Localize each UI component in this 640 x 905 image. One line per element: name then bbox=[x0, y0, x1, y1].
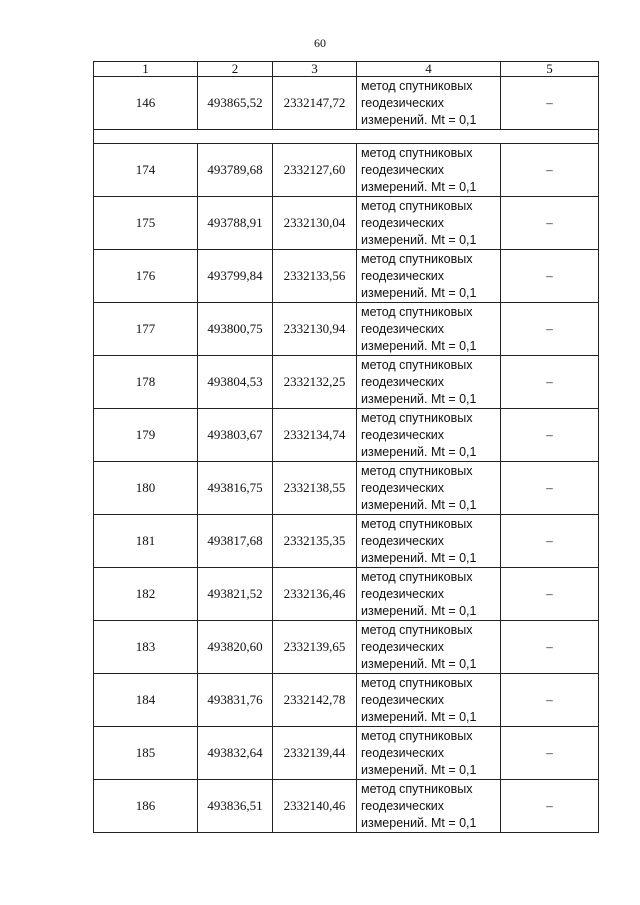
note-cell: – bbox=[501, 409, 599, 462]
point-number-cell: 177 bbox=[94, 303, 198, 356]
method-line: измерений. Mt = 0,1 bbox=[361, 603, 477, 618]
y-coordinate-cell: 2332132,25 bbox=[273, 356, 357, 409]
method-cell bbox=[357, 303, 501, 356]
method-line: измерений. Mt = 0,1 bbox=[361, 656, 477, 671]
note-cell: – bbox=[501, 462, 599, 515]
header-cell-1: 1 bbox=[94, 62, 198, 77]
method-line: геодезических bbox=[361, 639, 445, 654]
y-coordinate-cell: 2332130,94 bbox=[273, 303, 357, 356]
header-cell-3: 3 bbox=[273, 62, 357, 77]
method-cell bbox=[357, 197, 501, 250]
method-line: измерений. Mt = 0,1 bbox=[361, 762, 477, 777]
x-coordinate-cell: 493821,52 bbox=[198, 568, 273, 621]
table-row bbox=[94, 250, 599, 303]
method-line: измерений. Mt = 0,1 bbox=[361, 179, 477, 194]
header-cell-5: 5 bbox=[501, 62, 599, 77]
y-coordinate-cell: 2332139,44 bbox=[273, 727, 357, 780]
method-cell bbox=[357, 409, 501, 462]
x-coordinate-cell: 493820,60 bbox=[198, 621, 273, 674]
method-line: метод спутниковых bbox=[361, 728, 473, 743]
x-coordinate-cell: 493836,51 bbox=[198, 780, 273, 833]
note-cell: – bbox=[501, 144, 599, 197]
method-line: геодезических bbox=[361, 427, 445, 442]
header-cell-2: 2 bbox=[198, 62, 273, 77]
method-cell bbox=[357, 515, 501, 568]
method-cell bbox=[357, 674, 501, 727]
method-line: геодезических bbox=[361, 745, 445, 760]
x-coordinate-cell: 493865,52 bbox=[198, 77, 273, 130]
y-coordinate-cell: 2332147,72 bbox=[273, 77, 357, 130]
point-number-cell: 185 bbox=[94, 727, 198, 780]
table-row bbox=[94, 515, 599, 568]
table-row bbox=[94, 144, 599, 197]
method-line: метод спутниковых bbox=[361, 357, 473, 372]
point-number-cell: 174 bbox=[94, 144, 198, 197]
y-coordinate-cell: 2332127,60 bbox=[273, 144, 357, 197]
table-row bbox=[94, 727, 599, 780]
method-cell bbox=[357, 621, 501, 674]
method-cell bbox=[357, 356, 501, 409]
point-number-cell: 186 bbox=[94, 780, 198, 833]
x-coordinate-cell: 493803,67 bbox=[198, 409, 273, 462]
method-line: метод спутниковых bbox=[361, 78, 473, 93]
method-line: метод спутниковых bbox=[361, 675, 473, 690]
method-line: метод спутниковых bbox=[361, 463, 473, 478]
point-number-cell: 180 bbox=[94, 462, 198, 515]
method-line: измерений. Mt = 0,1 bbox=[361, 112, 477, 127]
point-number-cell: 146 bbox=[94, 77, 198, 130]
method-line: геодезических bbox=[361, 95, 445, 110]
y-coordinate-cell: 2332142,78 bbox=[273, 674, 357, 727]
point-number-cell: 175 bbox=[94, 197, 198, 250]
coordinates-table bbox=[93, 61, 599, 833]
y-coordinate-cell: 2332138,55 bbox=[273, 462, 357, 515]
method-line: измерений. Mt = 0,1 bbox=[361, 338, 477, 353]
table-row bbox=[94, 780, 599, 833]
method-cell bbox=[357, 462, 501, 515]
x-coordinate-cell: 493789,68 bbox=[198, 144, 273, 197]
method-line: измерений. Mt = 0,1 bbox=[361, 709, 477, 724]
method-cell bbox=[357, 250, 501, 303]
point-number-cell: 183 bbox=[94, 621, 198, 674]
method-line: измерений. Mt = 0,1 bbox=[361, 391, 477, 406]
method-line: геодезических bbox=[361, 798, 445, 813]
method-line: измерений. Mt = 0,1 bbox=[361, 550, 477, 565]
method-line: измерений. Mt = 0,1 bbox=[361, 497, 477, 512]
x-coordinate-cell: 493800,75 bbox=[198, 303, 273, 356]
point-number-cell: 182 bbox=[94, 568, 198, 621]
method-line: метод спутниковых bbox=[361, 251, 473, 266]
y-coordinate-cell: 2332139,65 bbox=[273, 621, 357, 674]
point-number-cell: 184 bbox=[94, 674, 198, 727]
note-cell: – bbox=[501, 568, 599, 621]
method-line: метод спутниковых bbox=[361, 410, 473, 425]
note-cell: – bbox=[501, 727, 599, 780]
table-row bbox=[94, 409, 599, 462]
method-line: метод спутниковых bbox=[361, 145, 473, 160]
y-coordinate-cell: 2332140,46 bbox=[273, 780, 357, 833]
method-line: геодезических bbox=[361, 268, 445, 283]
method-line: измерений. Mt = 0,1 bbox=[361, 285, 477, 300]
point-number-cell: 181 bbox=[94, 515, 198, 568]
method-line: геодезических bbox=[361, 321, 445, 336]
method-line: измерений. Mt = 0,1 bbox=[361, 444, 477, 459]
method-cell bbox=[357, 568, 501, 621]
method-line: измерений. Mt = 0,1 bbox=[361, 232, 477, 247]
table-row bbox=[94, 197, 599, 250]
method-cell bbox=[357, 77, 501, 130]
method-line: геодезических bbox=[361, 586, 445, 601]
table-row bbox=[94, 303, 599, 356]
y-coordinate-cell: 2332135,35 bbox=[273, 515, 357, 568]
table-row bbox=[94, 77, 599, 130]
method-line: метод спутниковых bbox=[361, 569, 473, 584]
method-line: геодезических bbox=[361, 533, 445, 548]
method-line: метод спутниковых bbox=[361, 516, 473, 531]
method-line: метод спутниковых bbox=[361, 198, 473, 213]
note-cell: – bbox=[501, 77, 599, 130]
table-header-row bbox=[94, 62, 599, 77]
table-row bbox=[94, 462, 599, 515]
note-cell: – bbox=[501, 356, 599, 409]
table-row bbox=[94, 356, 599, 409]
note-cell: – bbox=[501, 780, 599, 833]
y-coordinate-cell: 2332134,74 bbox=[273, 409, 357, 462]
note-cell: – bbox=[501, 197, 599, 250]
note-cell: – bbox=[501, 250, 599, 303]
y-coordinate-cell: 2332136,46 bbox=[273, 568, 357, 621]
note-cell: – bbox=[501, 621, 599, 674]
method-cell bbox=[357, 144, 501, 197]
method-line: геодезических bbox=[361, 162, 445, 177]
x-coordinate-cell: 493788,91 bbox=[198, 197, 273, 250]
note-cell: – bbox=[501, 515, 599, 568]
method-line: метод спутниковых bbox=[361, 781, 473, 796]
method-line: метод спутниковых bbox=[361, 622, 473, 637]
y-coordinate-cell: 2332133,56 bbox=[273, 250, 357, 303]
header-cell-4: 4 bbox=[357, 62, 501, 77]
x-coordinate-cell: 493816,75 bbox=[198, 462, 273, 515]
point-number-cell: 176 bbox=[94, 250, 198, 303]
y-coordinate-cell: 2332130,04 bbox=[273, 197, 357, 250]
method-line: геодезических bbox=[361, 692, 445, 707]
page-number: 60 bbox=[314, 36, 326, 50]
point-number-cell: 178 bbox=[94, 356, 198, 409]
method-line: метод спутниковых bbox=[361, 304, 473, 319]
table-gap-row bbox=[94, 130, 599, 144]
point-number-cell: 179 bbox=[94, 409, 198, 462]
note-cell: – bbox=[501, 303, 599, 356]
x-coordinate-cell: 493804,53 bbox=[198, 356, 273, 409]
method-cell bbox=[357, 780, 501, 833]
x-coordinate-cell: 493799,84 bbox=[198, 250, 273, 303]
method-line: геодезических bbox=[361, 374, 445, 389]
x-coordinate-cell: 493832,64 bbox=[198, 727, 273, 780]
x-coordinate-cell: 493817,68 bbox=[198, 515, 273, 568]
x-coordinate-cell: 493831,76 bbox=[198, 674, 273, 727]
method-line: геодезических bbox=[361, 480, 445, 495]
table-row bbox=[94, 621, 599, 674]
method-cell bbox=[357, 727, 501, 780]
note-cell: – bbox=[501, 674, 599, 727]
table-row bbox=[94, 674, 599, 727]
table-row bbox=[94, 568, 599, 621]
method-line: измерений. Mt = 0,1 bbox=[361, 815, 477, 830]
method-line: геодезических bbox=[361, 215, 445, 230]
gap-cell bbox=[94, 130, 599, 144]
